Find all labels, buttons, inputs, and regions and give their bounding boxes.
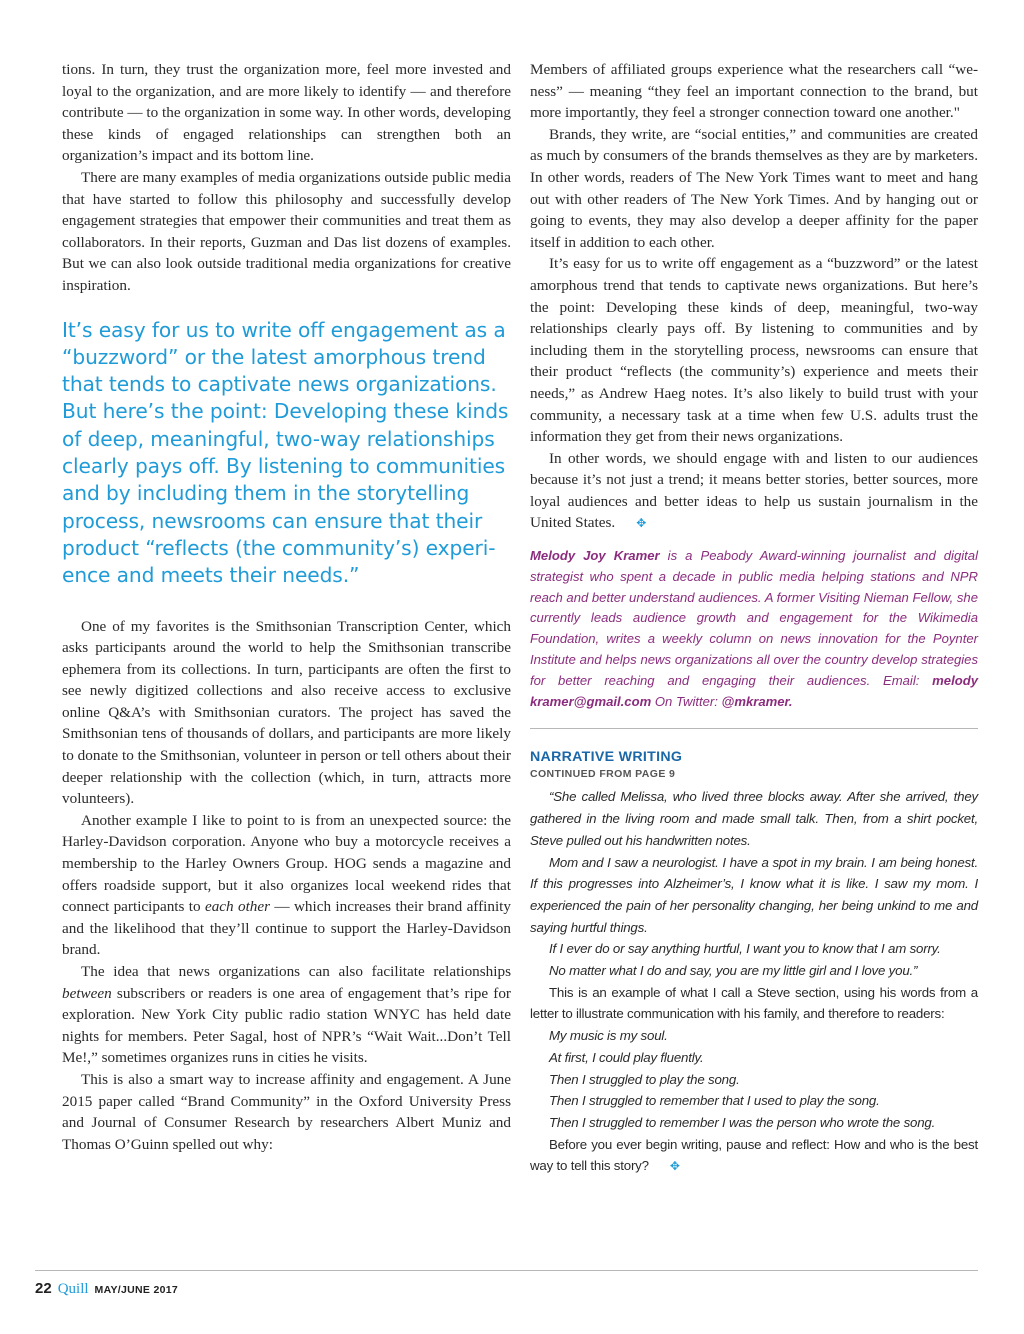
page-number: 22	[35, 1280, 52, 1297]
magazine-name: Quill	[57, 1281, 89, 1297]
author-twitter-link[interactable]: @mkramer.	[721, 693, 793, 709]
quote-paragraph: No matter what I do and say, you are my little girl and I love you.”	[549, 963, 918, 979]
right-column	[530, 59, 978, 1178]
body-paragraph: One of my favorites is the Smithsonian Transcription Center, which asks participants around the world to help the Smithsonian transcribe ephemera from its collections. In turn, participants are often the first to see newly digitized collections and also receive access to exclusive online Q&A’s with Smithsonian curators. The project has saved the Smithsonian tens of thousands of dollars, and participants are more likely to donate to the Smithsonian, volunteer in person or tell others about their deeper relationship with the collection (which, in turn, attracts more volunteers).	[62, 617, 511, 808]
section-divider	[530, 728, 978, 729]
left-column	[62, 59, 511, 1155]
quote-paragraph: Mom and I saw a neurologist. I have a spot in my brain. I am being honest. If this progresses into Alzheimer’s, I know what it is like. I saw my mom. I experienced the pain of her personality changing, her being unkind to me and saying hurtful things.	[530, 854, 978, 935]
quote-paragraph: If I ever do or say anything hurtful, I want you to know that I am sorry.	[549, 941, 941, 957]
author-email-link[interactable]: melody kramer@gmail.com	[530, 672, 978, 709]
emphasis: each other	[204, 898, 271, 916]
body-paragraph: Another example I like to point to is from an unexpected source: the Harley-Davidson corporation. Anyone who buy a motorcycle receives a membership to the Harley Owners Group. HOG sends a magazine and offers roadside support, but it also organizes local weekend rides that connect participants to each other — which increases their brand affinity and the likelihood that they’ll continue to support the Harley-Davidson brand.	[62, 811, 511, 959]
footer-divider	[35, 1270, 978, 1271]
author-bio: Melody Joy Kramer is a Peabody Award-winning journalist and digital strategist who spent a decade in public media helping stations and NPR reach and better understand audiences. A former Visiting Nieman Fellow, she currently leads audience growth and engagement for the Wikimedia Foundation, writes a weekly column on news innovation for the Poynter Institute and helps news organizations all over the country develop strategies for better reaching and engaging their audiences. Email: melody kramer@gmail.com On Twitter: @mkramer.	[530, 548, 978, 709]
page-footer	[35, 1280, 178, 1300]
body-paragraph: Members of affiliated groups experience what the researchers call “we-ness” — meaning “they feel an important connection to the brand, but more importantly, they feel a stronger connection toward one another."	[530, 61, 978, 122]
issue-date: MAY/JUNE 2017	[94, 1284, 179, 1296]
body-paragraph: Brands, they write, are “social entities,” and communities are created as much by consumers of the brands themselves as they are by marketers. In other words, readers of The New York Times want to meet and hang out with other readers of The New York Times. And by hanging out or going to events, they may also develop a deeper affinity for the paper itself in addition to each other.	[530, 125, 978, 251]
body-paragraph: In other words, we should engage with and listen to our audiences because it’s not just a trend; it means better stories, better sources, more loyal audiences and better ideas to help us sustain journalism in the United States. ✥	[530, 448, 978, 535]
section-title: NARRATIVE WRITING	[530, 749, 683, 766]
letter-line: Then I struggled to play the song.	[549, 1071, 740, 1087]
quote-paragraph: “She called Melissa, who lived three blocks away. After she arrived, they gathered in the living room and made small talk. Then, from a shirt pocket, Steve pulled out his handwritten notes.	[530, 789, 978, 848]
body-paragraph: Before you ever begin writing, pause and reflect: How and who is the best way to tell this story? ✥	[530, 1134, 978, 1178]
pull-quote: It’s easy for us to write off engagement as a “buzzword” or the latest amorphous trend that tends to captivate news organizations. But here’s the point: Developing these kinds of deep, meaningful, two-way relationships clearly pays off. By listening to communities and by including them in the storytelling process, newsrooms can ensure that their product “reflects (the community’s) experience and meets their needs.”	[62, 317, 509, 588]
body-paragraph: There are many examples of media organizations outside public media that have started to follow this philosophy and successfully develop engagement strategies that empower their communities and treat them as collaborators. In their reports, Guzman and Das list dozens of examples. But we can also look outside traditional media organizations for creative inspiration.	[62, 168, 511, 294]
body-paragraph: This is an example of what I call a Steve section, using his words from a letter to illustrate communication with his family, and therefore to readers:	[530, 984, 978, 1022]
letter-line: My music is my soul.	[549, 1028, 668, 1044]
letter-line: At first, I could play fluently.	[549, 1049, 704, 1065]
body-paragraph: The idea that news organizations can also facilitate relationships between subscribers or readers is one area of engagement that’s ripe for exploration. New York City public radio station WNYC has held date nights for members. Peter Sagal, host of NPR’s “Wait Wait...Don’t Tell Me!,” sometimes organizes runs in cities he visits.	[62, 963, 511, 1067]
letter-line: Then I struggled to remember I was the person who wrote the song.	[549, 1114, 936, 1130]
author-name: Melody Joy Kramer	[530, 548, 660, 564]
letter-line: Then I struggled to remember that I used to play the song.	[549, 1093, 880, 1109]
body-paragraph: This is also a smart way to increase affinity and engagement. A June 2015 paper called “Brand Community” in the Oxford University Press and Journal of Consumer Research by researchers Albert Muniz and Thomas O’Guinn spelled out why:	[62, 1070, 511, 1153]
body-paragraph: It’s easy for us to write off engagement as a “buzzword” or the latest amorphous trend that tends to captivate news organizations. But here’s the point: Developing these kinds of deep, meaningful, two-way relationships clearly pays off. By listening to communities and by including them in the storytelling process, newsrooms can ensure that their product “reflects (the community’s) experience and meets their needs,” as Andrew Haeg notes. It’s also likely to build trust with your community, a necessary task at a time when few U.S. adults trust the information they get from their news organizations.	[530, 255, 978, 446]
body-paragraph: tions. In turn, they trust the organization more, feel more invested and loyal to the organization, and are more likely to identify — and therefore contribute — to the organization in some way. In other words, developing these kinds of engaged relationships can strengthen both an organization’s impact and its bottom line.	[62, 61, 511, 165]
end-of-article-diamond-icon: ✥	[669, 1159, 680, 1174]
emphasis: between	[62, 984, 112, 1002]
end-of-article-diamond-icon: ✥	[636, 516, 647, 531]
narrative-writing-section	[530, 748, 978, 1178]
continued-from-label: CONTINUED FROM PAGE 9	[530, 768, 676, 781]
